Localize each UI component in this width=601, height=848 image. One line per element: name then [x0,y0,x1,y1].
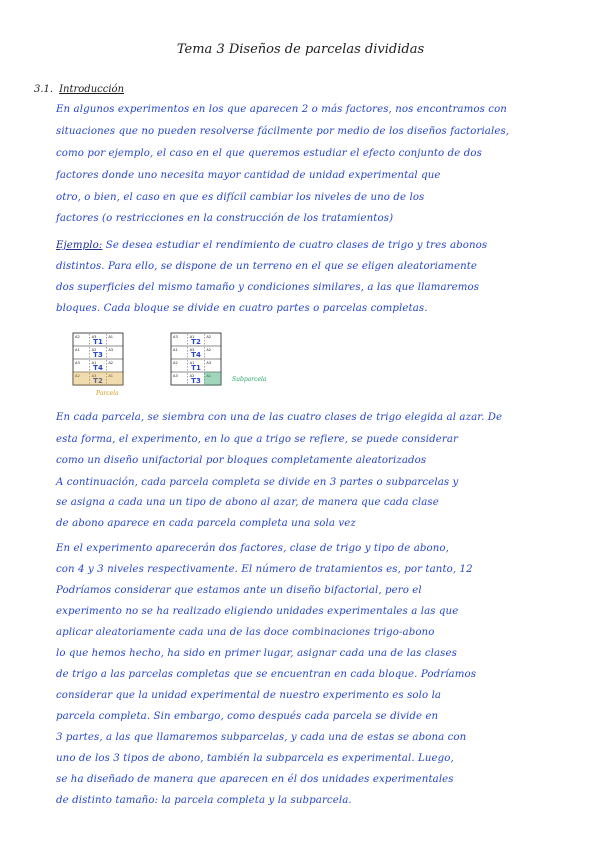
abono-cell-label: A3 [91,374,97,378]
example-label: Ejemplo: [56,240,103,251]
block-grid [72,332,128,390]
trigo-parcel-label: T3 [191,377,201,385]
intro-line: factores donde uno necesita mayor cantidad de unidad experimental que [56,170,441,181]
trigo-parcel-label: T1 [93,338,103,346]
abono-cell-label: A1 [206,374,212,378]
abono-cell-label: A2 [108,361,114,365]
abono-cell-label: A3 [206,361,212,365]
paragraph-line: de abono aparece en cada parcela completa una sola vez [56,518,356,529]
paragraph-line: esta forma, el experimento, en lo que a trigo se refiere, se puede considerar [56,434,458,445]
abono-cell-label: A1 [173,348,178,352]
paragraph-line: de distinto tamaño: la parcela completa y la subparcela. [56,795,352,806]
abono-cell-label: A3 [173,374,178,378]
trigo-parcel-label: T4 [93,364,103,372]
abono-cell-label: A1 [108,374,114,378]
trigo-parcel-label: T1 [191,364,201,372]
section-title: Introducción [59,84,125,95]
paragraph-line: En el experimento aparecerán dos factores, clase de trigo y tipo de abono, [56,543,450,554]
example-text: Se desea estudiar el rendimiento de cuatro clases de trigo y tres abonos [105,240,488,251]
abono-cell-label: A1 [189,361,195,365]
paragraph-line: En cada parcela, se siembra con una de las cuatro clases de trigo elegida al azar. De [56,412,503,423]
abono-cell-label: A2 [173,361,178,365]
trigo-parcel-label: T2 [191,338,201,346]
abono-cell-label: A2 [206,335,212,339]
paragraph-line: con 4 y 3 niveles respectivamente. El número de tratamientos es, por tanto, 12 [56,564,473,575]
abono-cell-label: A1 [189,335,195,339]
paragraph-line: de trigo a las parcelas completas que se encuentran en cada bloque. Podríamos [56,669,477,680]
abono-cell-label: A2 [75,335,80,339]
abono-cell-label: A3 [108,348,114,352]
abono-cell-label: A2 [91,348,97,352]
trigo-parcel-label: T2 [93,377,103,385]
abono-cell-label: A2 [75,374,80,378]
paragraph-line: uno de los 3 tipos de abono, también la subparcela es experimental. Luego, [56,753,454,764]
paragraph-line: experimento no se ha realizado eligiendo unidades experimentales a las que [56,606,459,617]
paragraph-line: aplicar aleatoriamente cada una de las doce combinaciones trigo-abono [56,627,435,638]
paragraph-line: como un diseño unifactorial por bloques completamente aleatorizados [56,455,427,466]
paragraph-line: se asigna a cada una un tipo de abono al azar, de manera que cada clase [56,497,439,508]
intro-line: situaciones que no pueden resolverse fácilmente por medio de los diseños factoriales, [56,126,510,137]
paragraph-line: lo que hemos hecho, ha sido en primer lugar, asignar cada una de las clases [56,648,457,659]
intro-line: otro, o bien, el caso en que es difícil cambiar los niveles de uno de los [56,192,425,203]
trigo-parcel-label: T3 [93,351,103,359]
paragraph-line: parcela completa. Sin embargo, como después cada parcela se divide en [56,711,439,722]
paragraph-line: 3 partes, a las que llamaremos subparcelas, y cada una de estas se abona con [56,732,467,743]
abono-cell-label: A2 [206,348,212,352]
subparcela-highlight [204,372,221,385]
abono-cell-label: A1 [75,348,80,352]
parcela-highlight [73,372,123,385]
paragraph-line: considerar que la unidad experimental de nuestro experimento es solo la [56,690,442,701]
paragraph-line: A continuación, cada parcela completa se divide en 3 partes o subparcelas y [56,477,459,488]
intro-line: En algunos experimentos en los que aparecen 2 o más factores, nos encontramos con [56,104,507,115]
example-line: dos superficies del mismo tamaño y condiciones similares, a las que llamaremos [56,282,480,293]
parcela-annotation: Parcela [96,390,119,397]
abono-cell-label: A3 [91,335,97,339]
trigo-parcel-label: T4 [191,351,201,359]
paragraph-line: Podríamos considerar que estamos ante un diseño bifactorial, pero el [56,585,422,596]
abono-cell-label: A3 [75,361,80,365]
section-heading [34,84,124,95]
page-title: Tema 3 Diseños de parcelas divididas [176,42,425,57]
abono-cell-label: A2 [189,374,195,378]
example-line: distintos. Para ello, se dispone de un terreno en el que se eligen aleatoriamente [56,261,478,272]
abono-cell-label: A3 [189,348,195,352]
block-diagram-2 [170,332,226,390]
block-diagram-1 [72,332,128,390]
example-first-line [56,240,556,251]
abono-cell-label: A1 [108,335,114,339]
section-number: 3.1. [34,84,54,95]
abono-cell-label: A3 [173,335,178,339]
abono-cell-label: A1 [91,361,97,365]
subparcela-annotation: Subparcela [232,376,267,383]
example-line: bloques. Cada bloque se divide en cuatro partes o parcelas completas. [56,303,428,314]
intro-line: factores (o restricciones en la construcción de los tratamientos) [56,213,394,224]
paragraph-line: se ha diseñado de manera que aparecen en él dos unidades experimentales [56,774,454,785]
intro-line: como por ejemplo, el caso en el que queremos estudiar el efecto conjunto de dos [56,148,482,159]
block-grid [170,332,226,390]
